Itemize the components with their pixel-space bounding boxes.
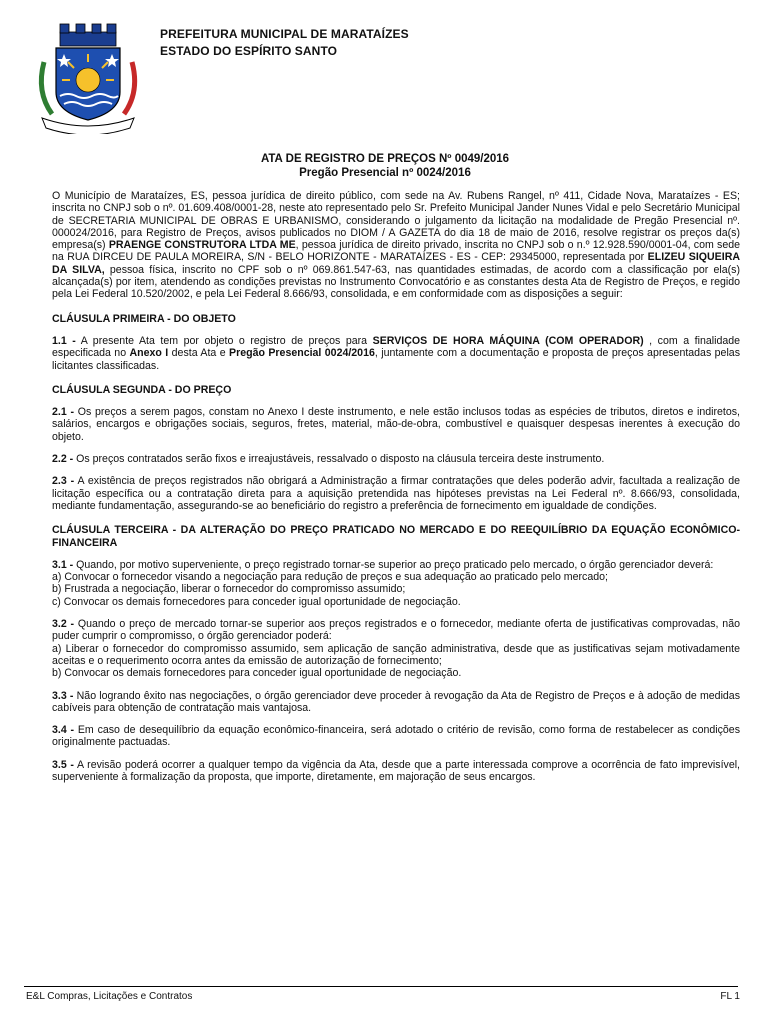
document-title: [30, 152, 740, 180]
item-number: 1.1 -: [52, 334, 76, 347]
footer-left-text: E&L Compras, Licitações e Contratos: [26, 991, 193, 1002]
sub-item-a: a) Liberar o fornecedor do compromisso assumido, sem aplicação de sanção administrativa, desde que as justificativas sejam motivadamente aceitas e o requerimento ocorra antes da emissão de autorização de fornecimento;: [52, 642, 740, 667]
item-number: 3.1 -: [52, 558, 74, 571]
header-line-1: PREFEITURA MUNICIPAL DE MARATAÍZES: [160, 27, 409, 41]
intro-paragraph: [52, 190, 740, 301]
municipal-coat-of-arms-icon: [32, 22, 144, 134]
clause-text: A revisão poderá ocorrer a qualquer tempo da vigência da Ata, desde que a parte interessada comprove a ocorrência de fato imprevisível, superveniente à formalização da proposta, que importe, diretamente, em majoração de seus encargos.: [52, 758, 741, 783]
service-name: SERVIÇOS DE HORA MÁQUINA (COM OPERADOR): [372, 334, 644, 347]
sub-item-c: c) Convocar os demais fornecedores para conceder igual oportunidade de negociação.: [52, 595, 461, 608]
clause-3-2: [52, 618, 740, 679]
anexo-ref: Anexo I: [129, 347, 169, 360]
clause-3-4: [52, 724, 740, 749]
item-number: 2.3 -: [52, 475, 75, 488]
clause-text: Em caso de desequilíbrio da equação econômico-financeira, será adotado o critério de revisão, como forma de restabelecer as condições originalmente pactuadas.: [52, 724, 740, 749]
title-line-1: ATA DE REGISTRO DE PREÇOS Nº 0049/2016: [260, 153, 510, 165]
intro-text-2: , pessoa jurídica de direito privado, inscrita no CNPJ sob o n.º 12.928.590/0001-04, com sede na RUA DIRCEU DE PAULA MOREIRA, S/N - BELO HORIZONTE - MARATAÍZES - ES - CEP: 29345000, representada por: [52, 239, 740, 264]
document-body: [52, 190, 740, 783]
sub-item-b: b) Frustrada a negociação, liberar o fornecedor do compromisso assumido;: [52, 583, 406, 596]
clause-2-2: [52, 453, 740, 465]
footer-divider: [24, 986, 738, 987]
clause-text: A presente Ata tem por objeto o registro de preços para: [75, 334, 373, 347]
item-number: 3.5 -: [52, 758, 74, 771]
pregao-ref: Pregão Presencial 0024/2016: [229, 347, 375, 360]
clause-2-heading: CLÁUSULA SEGUNDA - DO PREÇO: [52, 383, 232, 396]
item-number: 3.4 -: [52, 724, 75, 737]
intro-text-1: O Município de Marataízes, ES, pessoa jurídica de direito público, com sede na Av. Rubens Rangel, nº 411, Cidade Nova, Marataízes - ES; inscrita no CNPJ sob o nº. 01.609.408/0001-28, neste ato representado pelo Sr. Prefeito Municipal Jander Nunes Vidal e pelo Secretário Municipal de SECRETARIA MUNICIPAL DE OBRAS E URBANISMO, considerando o julgamento da licitação na modalidade de Pregão Presencial nº. 000024/2016, para Registro de Preços, avisos publicados no DIOM / A GAZETA do dia 18 de maio de 2016, resolve registrar os preços da(s) empresa(s): [52, 190, 740, 252]
page-number: FL 1: [720, 991, 740, 1002]
representative-name: ELIZEU SIQUEIRA DA SILVA,: [52, 251, 740, 276]
item-number: 2.1 -: [52, 406, 74, 419]
clause-3-heading: CLÁUSULA TERCEIRA - DA ALTERAÇÃO DO PREÇO PRATICADO NO MERCADO E DO REEQUILÍBRIO DA EQUAÇÃO ECONÔMICO-FINANCEIRA: [52, 524, 740, 549]
sub-item-b: b) Convocar os demais fornecedores para conceder igual oportunidade de negociação.: [52, 667, 462, 680]
clause-text: Não logrando êxito nas negociações, o órgão gerenciador deve proceder à revogação da Ata de Registro de Preços e à adoção de medidas cabíveis para obtenção de contratação mais vantajosa.: [52, 689, 740, 714]
clause-3-3: [52, 690, 740, 715]
clause-text: , juntamente com a documentação e proposta de preços apresentadas pelas licitantes classificadas.: [52, 347, 740, 372]
clause-text: Quando, por motivo superveniente, o preço registrado tornar-se superior ao preço praticado pelo mercado, o órgão gerenciador deverá:: [73, 558, 714, 571]
intro-text-3: pessoa física, inscrito no CPF sob o nº 069.861.547-63, nas quantidades estimadas, de acordo com a classificação por ela(s) alcançada(s) por item, atendendo as condições previstas no Instrumento Convocatório e as constantes desta Ata de Registro de Preços, e regido pela Lei Federal 10.520/2002, e pela Lei Federal 8.666/93, consolidada, e em conformidade com as disposições a seguir:: [52, 263, 741, 301]
item-number: 3.2 -: [52, 618, 75, 631]
item-number: 2.2 -: [52, 453, 74, 466]
company-name: PRAENGE CONSTRUTORA LTDA ME: [108, 239, 296, 252]
clause-text: A existência de preços registrados não obrigará a Administração a firmar contratações que deles poderão advir, facultada a realização de licitação específica ou a contratação direta para a aquisição pretendida nas hipóteses previstas na Lei Federal nº. 8.666/93, consolidada, mediante fundamentação, assegurando-se ao beneficiário do registro a preferência de fornecimento em igualdade de condições.: [52, 475, 740, 512]
clause-1-heading: CLÁUSULA PRIMEIRA - DO OBJETO: [52, 312, 236, 325]
clause-2-1: [52, 406, 740, 443]
clause-text: desta Ata e: [168, 347, 230, 360]
clause-text: , com a finalidade especificada no: [52, 334, 741, 360]
clause-3-1: [52, 559, 740, 608]
sub-item-a: a) Convocar o fornecedor visando a negociação para redução de preços e sua adequação ao praticado pelo mercado;: [52, 571, 608, 584]
clause-text: Quando o preço de mercado tornar-se superior aos preços registrados e o fornecedor, mediante oferta de justificativas comprovadas, não puder cumprir o compromisso, o órgão gerenciador poderá:: [52, 618, 740, 643]
clause-3-5: [52, 759, 740, 784]
title-line-2: Pregão Presencial nº 0024/2016: [299, 167, 471, 179]
clause-text: Os preços contratados serão fixos e irreajustáveis, ressalvado o disposto na cláusula terceira deste instrumento.: [73, 453, 605, 466]
header-line-2: ESTADO DO ESPÍRITO SANTO: [160, 44, 338, 58]
clause-2-3: [52, 475, 740, 512]
clause-text: Os preços a serem pagos, constam no Anexo I deste instrumento, e nele estão inclusos todas as espécies de tributos, diretos e indiretos, salários, encargos e obrigações sociais, seguros, fretes, material, mão-de-obra, combustível e quaisquer despesas inerentes à execução do objeto.: [52, 406, 741, 443]
clause-1-1: [52, 335, 740, 372]
item-number: 3.3 -: [52, 689, 74, 702]
